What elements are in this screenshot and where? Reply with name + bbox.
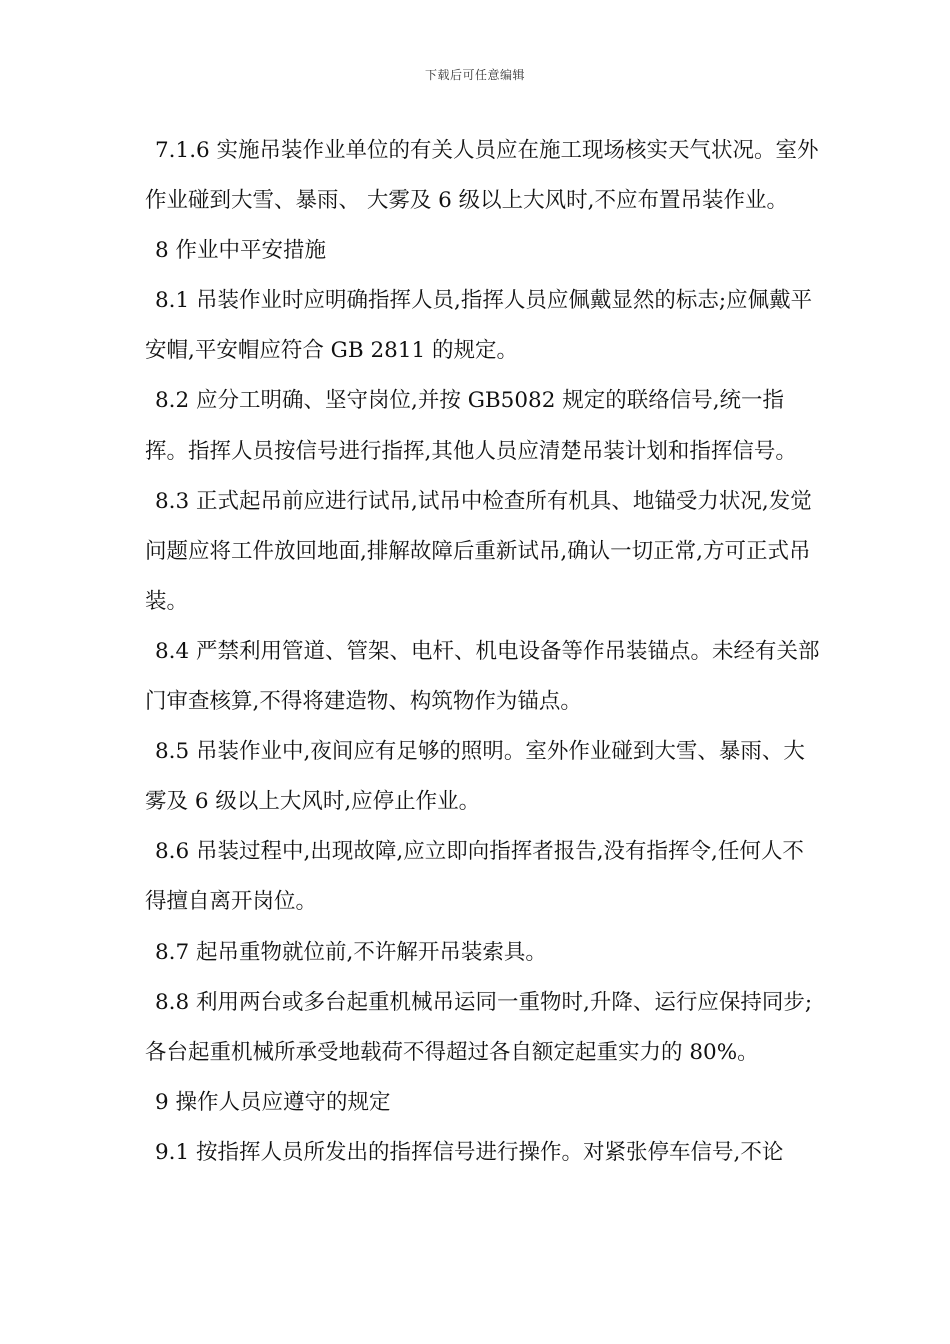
section-heading-8: 8 作业中平安措施 bbox=[155, 238, 327, 264]
paragraph-8-6: 8.6 吊装过程中,出现故障,应立即向指挥者报告,没有指挥令,任何人不得擅自离开岗位。 bbox=[145, 839, 804, 915]
paragraph-7-1-6: 7.1.6 实施吊装作业单位的有关人员应在施工现场核实天气状况。室外作业碰到大雪、暴雨、 大雾及 6 级以上大风时,不应布置吊装作业。 bbox=[145, 138, 819, 214]
document-body bbox=[145, 126, 825, 1178]
paragraph-8-8: 8.8 利用两台或多台起重机械吊运同一重物时,升降、运行应保持同步;各台起重机械所承受地载荷不得超过各自额定起重实力的 80%。 bbox=[145, 989, 813, 1065]
paragraph-9-1: 9.1 按指挥人员所发出的指挥信号进行操作。对紧张停车信号,不论 bbox=[155, 1139, 784, 1165]
paragraph-8-4: 8.4 严禁利用管道、管架、电杆、机电设备等作吊装锚点。未经有关部门审查核算,不得将建造物、构筑物作为锚点。 bbox=[145, 638, 820, 715]
header-note: 下载后可任意编辑 bbox=[424, 68, 525, 82]
paragraph-8-7: 8.7 起吊重物就位前,不许解开吊装索具。 bbox=[155, 939, 547, 965]
paragraph-8-5: 8.5 吊装作业中,夜间应有足够的照明。室外作业碰到大雪、暴雨、大雾及 6 级以上大风时,应停止作业。 bbox=[145, 739, 805, 815]
paragraph-8-2: 8.2 应分工明确、坚守岗位,并按 GB5082 规定的联络信号,统一指挥。指挥人员按信号进行指挥,其他人员应清楚吊装计划和指挥信号。 bbox=[145, 388, 797, 464]
paragraph-8-3: 8.3 正式起吊前应进行试吊,试吊中检查所有机具、地锚受力状况,发觉问题应将工件放回地面,排解故障后重新试吊,确认一切正常,方可正式吊装。 bbox=[145, 488, 812, 614]
section-heading-9: 9 操作人员应遵守的规定 bbox=[155, 1089, 391, 1115]
paragraph-8-1: 8.1 吊装作业时应明确指挥人员,指挥人员应佩戴显然的标志;应佩戴平安帽,平安帽应符合 GB 2811 的规定。 bbox=[145, 288, 813, 364]
